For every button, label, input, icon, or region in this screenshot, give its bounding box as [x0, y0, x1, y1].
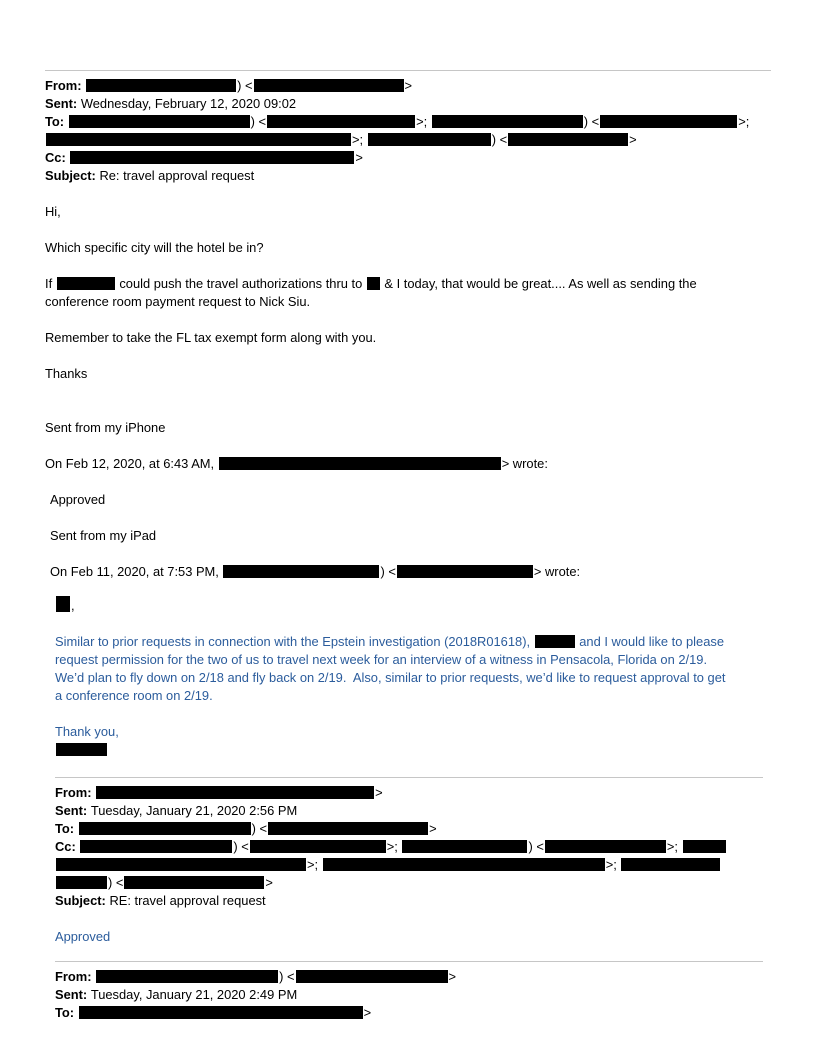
- redaction-bar: [397, 565, 533, 578]
- text-segment: >;: [416, 114, 431, 129]
- text-segment: Similar to prior requests in connection with the Epstein investigation (2018R01618),: [55, 634, 534, 649]
- hotel-question: [45, 239, 771, 257]
- tax-reminder: [45, 329, 771, 347]
- text-segment: >;: [738, 114, 750, 129]
- header-divider-2: [55, 777, 763, 778]
- redaction-bar: [57, 277, 115, 290]
- thanks: [45, 365, 771, 383]
- text-segment: Thank you,: [55, 724, 119, 739]
- text-segment: Tuesday, January 21, 2020 2:56 PM: [90, 803, 298, 818]
- cc-line-1-label: Cc:: [45, 150, 70, 165]
- thank-you: [55, 723, 771, 741]
- subject-line-1-label: Subject:: [45, 168, 100, 183]
- text-segment: request permission for the two of us to travel next week for an interview of a witness in Pensacola, Florida on 2/19.: [55, 652, 708, 667]
- from-line-2-label: From:: [55, 785, 96, 800]
- sent-line-2: [55, 802, 771, 820]
- approved-reply-1: [50, 491, 771, 509]
- text-segment: ) <: [108, 875, 124, 890]
- text-segment: Tuesday, January 21, 2020 2:49 PM: [90, 987, 298, 1002]
- sent-line-1: [45, 95, 771, 113]
- text-segment: ) <: [237, 78, 253, 93]
- text-segment: We’d plan to fly down on 2/18 and fly back on 2/19. Also, similar to prior requests, we’d like to request approval to get: [55, 670, 726, 685]
- redaction-bar: [508, 133, 628, 146]
- redaction-bar: [79, 1006, 363, 1019]
- cc-line-2-cont-2: [55, 874, 771, 892]
- subject-line-1: [45, 167, 771, 185]
- subject-line-2: [55, 892, 771, 910]
- from-line-3: [55, 968, 771, 986]
- header-divider-1: [45, 70, 771, 71]
- redaction-bar: [254, 79, 404, 92]
- text-segment: >: [355, 150, 363, 165]
- sent-line-3: [55, 986, 771, 1004]
- cc-line-1: [45, 149, 771, 167]
- to-line-2: [55, 820, 771, 838]
- approved-reply-2: [55, 928, 771, 946]
- greeting: [45, 203, 771, 221]
- cc-line-2-cont-1: [55, 856, 771, 874]
- authorization-request-line-2: [45, 293, 771, 311]
- text-segment: ) <: [233, 839, 249, 854]
- text-segment: >;: [386, 839, 402, 854]
- redaction-bar: [432, 115, 583, 128]
- redaction-bar: [545, 840, 666, 853]
- text-segment: >;: [666, 839, 682, 854]
- to-line-1: [45, 113, 771, 131]
- text-segment: >: [375, 785, 383, 800]
- text-segment: >: [448, 969, 457, 984]
- from-line-3-label: From:: [55, 969, 96, 984]
- text-segment: Re: travel approval request: [99, 168, 255, 183]
- redaction-bar: [79, 822, 251, 835]
- to-line-3: [55, 1004, 771, 1022]
- text-segment: >;: [605, 857, 621, 872]
- text-segment: ) <: [491, 132, 508, 147]
- redaction-bar: [368, 133, 491, 146]
- text-segment: > wrote:: [501, 456, 548, 471]
- redaction-bar: [402, 840, 527, 853]
- iphone-signature: [45, 419, 771, 437]
- text-segment: ) <: [251, 821, 268, 836]
- text-segment: ) <: [380, 564, 396, 579]
- text-segment: could push the travel authorizations thru to: [115, 276, 366, 291]
- redaction-bar: [683, 840, 726, 853]
- redaction-bar: [70, 151, 354, 164]
- to-line-1-label: To:: [45, 114, 68, 129]
- redaction-bar: [621, 858, 720, 871]
- travel-request-line-4: [55, 687, 771, 705]
- signature-redacted: [55, 741, 771, 759]
- travel-request-line-1: [55, 633, 771, 651]
- sent-line-2-label: Sent:: [55, 803, 91, 818]
- salutation-redacted: [55, 596, 771, 615]
- sent-line-3-label: Sent:: [55, 987, 91, 1002]
- text-segment: >: [363, 1005, 372, 1020]
- redaction-bar: [535, 635, 575, 648]
- text-segment: & I today, that would be great.... As well as sending the: [380, 276, 697, 291]
- text-segment: RE: travel approval request: [109, 893, 266, 908]
- redaction-bar: [323, 858, 605, 871]
- redaction-bar: [219, 457, 501, 470]
- cc-line-2: [55, 838, 771, 856]
- redaction-bar: [56, 596, 70, 612]
- text-segment: Remember to take the FL tax exempt form along with you.: [45, 330, 377, 345]
- text-segment: Which specific city will the hotel be in?: [45, 240, 264, 255]
- text-segment: >;: [352, 132, 367, 147]
- text-segment: >: [265, 875, 273, 890]
- redaction-bar: [86, 79, 236, 92]
- redaction-bar: [223, 565, 379, 578]
- cc-line-2-label: Cc:: [55, 839, 80, 854]
- redaction-bar: [80, 840, 232, 853]
- travel-request-line-3: [55, 669, 771, 687]
- subject-line-2-label: Subject:: [55, 893, 110, 908]
- text-segment: ) <: [250, 114, 267, 129]
- text-segment: Hi,: [45, 204, 61, 219]
- redaction-bar: [600, 115, 737, 128]
- authorization-request-line-1: [45, 275, 771, 293]
- text-segment: Sent from my iPad: [50, 528, 157, 543]
- header-divider-3: [55, 961, 763, 962]
- redaction-bar: [96, 970, 278, 983]
- text-segment: >: [404, 78, 413, 93]
- ipad-signature: [50, 527, 771, 545]
- from-line-1-label: From:: [45, 78, 86, 93]
- redaction-bar: [46, 133, 351, 146]
- redaction-bar: [268, 822, 428, 835]
- redaction-bar: [367, 277, 380, 290]
- to-line-1-cont: [45, 131, 771, 149]
- redaction-bar: [56, 876, 107, 889]
- text-segment: ) <: [583, 114, 600, 129]
- redaction-bar: [267, 115, 415, 128]
- text-segment: a conference room on 2/19.: [55, 688, 213, 703]
- from-line-2: [55, 784, 771, 802]
- text-segment: Approved: [50, 492, 106, 507]
- from-line-1: [45, 77, 771, 95]
- text-segment: conference room payment request to Nick Siu.: [45, 294, 311, 309]
- text-segment: On Feb 12, 2020, at 6:43 AM,: [45, 456, 218, 471]
- text-segment: Sent from my iPhone: [45, 420, 166, 435]
- redaction-bar: [296, 970, 448, 983]
- text-segment: If: [45, 276, 56, 291]
- text-segment: >: [429, 821, 437, 836]
- text-segment: and I would like to please: [575, 634, 724, 649]
- redaction-bar: [56, 858, 306, 871]
- text-segment: ) <: [528, 839, 544, 854]
- redaction-bar: [56, 743, 107, 756]
- redaction-bar: [96, 786, 374, 799]
- text-segment: >: [629, 132, 637, 147]
- sent-line-1-label: Sent:: [45, 96, 81, 111]
- to-line-2-label: To:: [55, 821, 78, 836]
- redaction-bar: [69, 115, 250, 128]
- text-segment: Thanks: [45, 366, 88, 381]
- text-segment: > wrote:: [533, 564, 581, 579]
- text-segment: Approved: [55, 929, 111, 944]
- quote-attribution-feb12: [45, 455, 771, 473]
- to-line-3-label: To:: [55, 1005, 78, 1020]
- redaction-bar: [124, 876, 264, 889]
- travel-request-line-2: [55, 651, 771, 669]
- text-segment: Wednesday, February 12, 2020 09:02: [80, 96, 297, 111]
- text-segment: ) <: [279, 969, 295, 984]
- text-segment: On Feb 11, 2020, at 7:53 PM,: [50, 564, 223, 579]
- text-segment: ,: [71, 598, 75, 613]
- redaction-bar: [250, 840, 386, 853]
- quote-attribution-feb11: [50, 563, 771, 581]
- text-segment: >;: [307, 857, 322, 872]
